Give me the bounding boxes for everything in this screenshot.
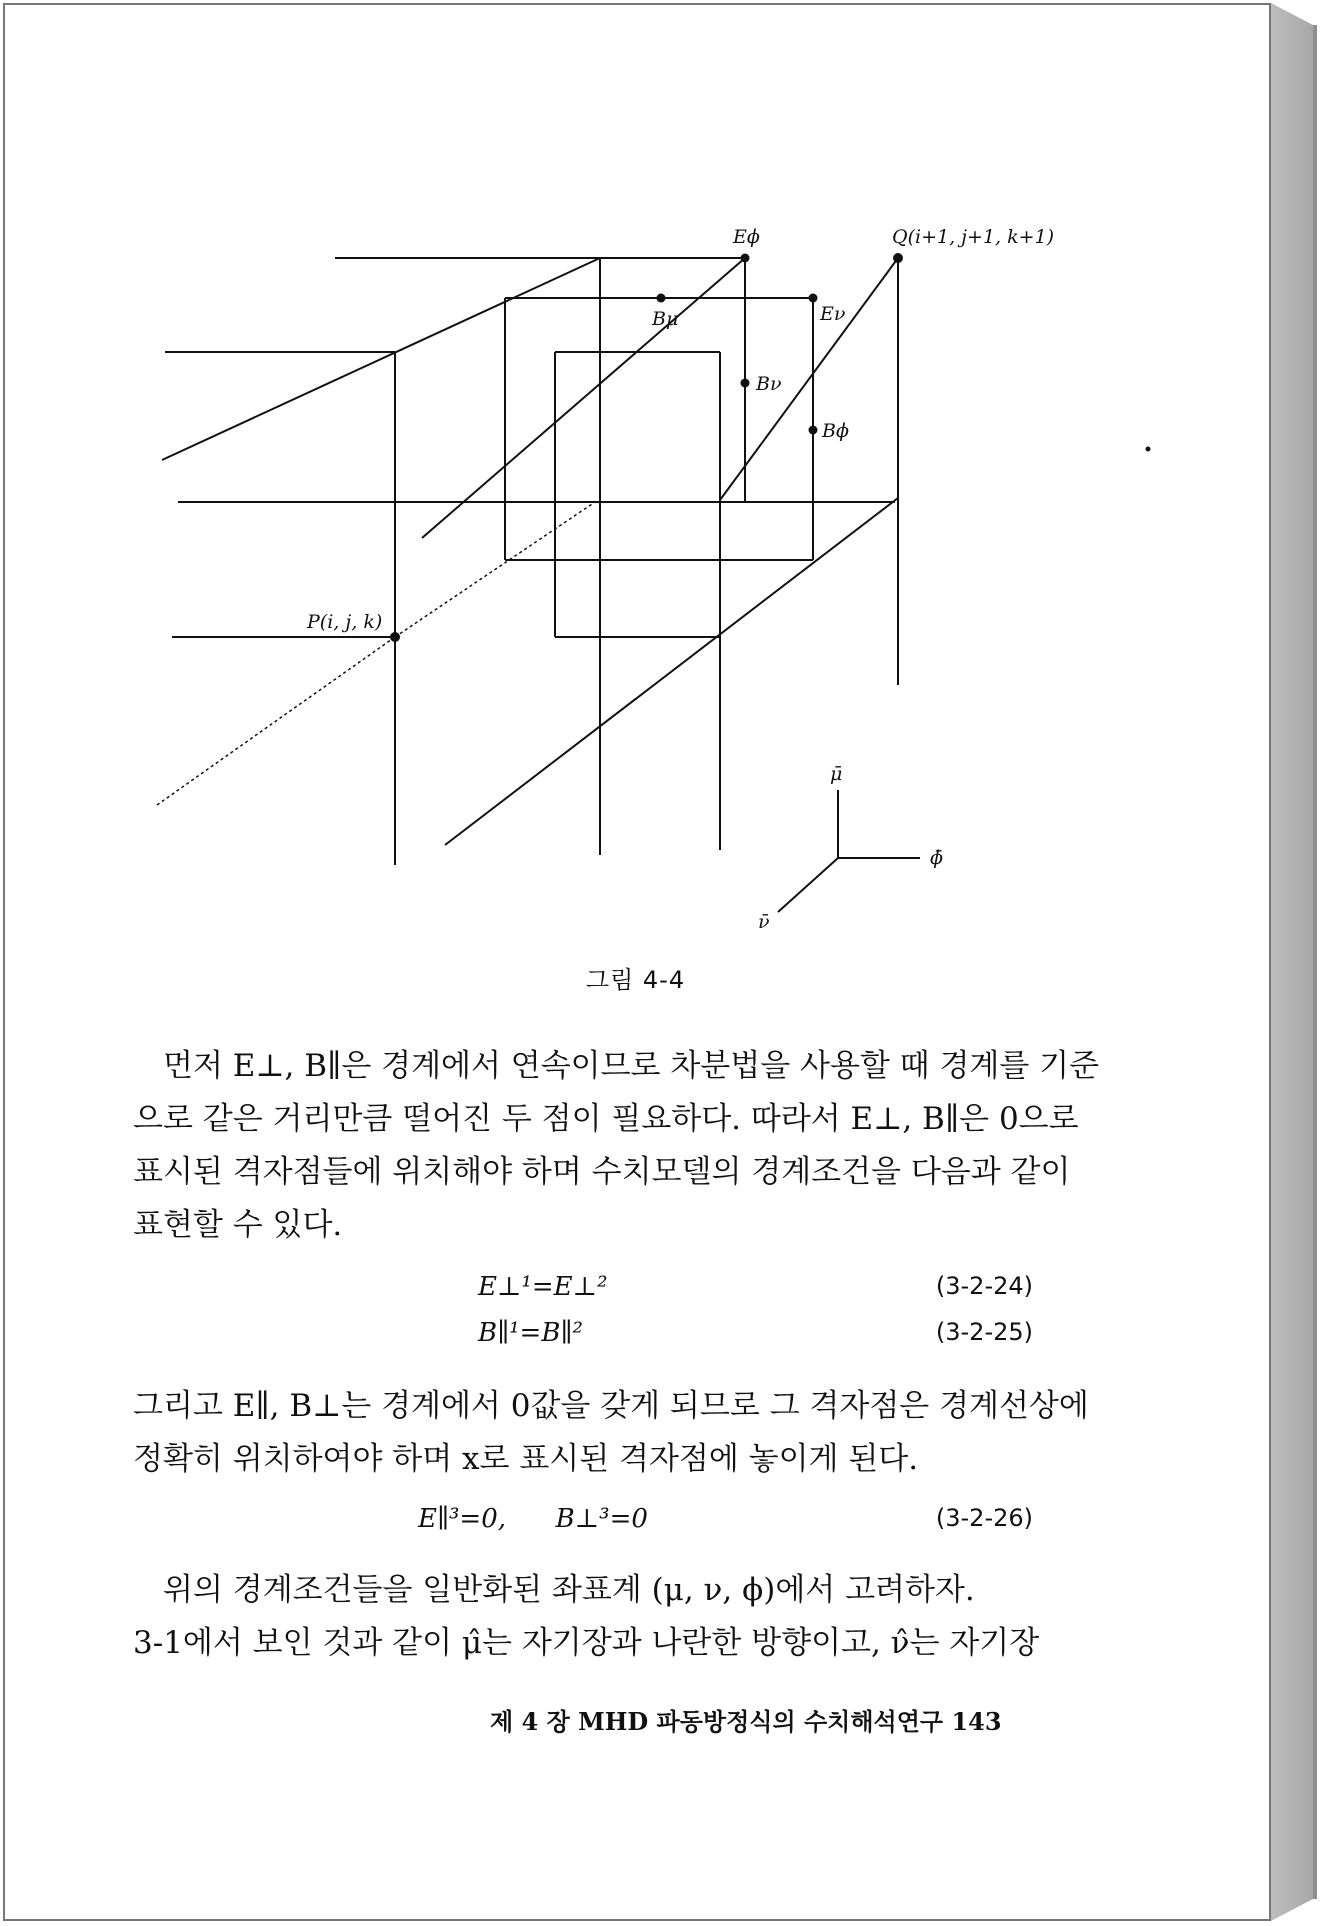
equation-lhs: E∥³=0, B⊥³=0 — [418, 1504, 648, 1534]
dashed-depth-line — [157, 502, 595, 805]
stray-dot — [1146, 447, 1151, 452]
equation-number: (3-2-25) — [935, 1318, 1033, 1346]
q-point-label: Q(i+1, j+1, k+1) — [892, 226, 1055, 248]
text-line: 그리고 E∥, B⊥는 경계에서 0값을 갖게 되므로 그 격자점은 경계선상에 — [133, 1388, 1089, 1424]
b-nu-label: Bν — [756, 373, 782, 395]
e-phi-label: Eϕ — [733, 226, 760, 248]
axis-mu-label: μ̄ — [830, 763, 843, 785]
text-line: 먼저 E⊥, B∥은 경계에서 연속이므로 차분법을 사용할 때 경계를 기준 — [163, 1048, 1100, 1084]
figure-caption: 그림 4-4 — [585, 966, 686, 994]
e-nu-label: Eν — [820, 303, 846, 325]
q-point-marker — [893, 253, 903, 263]
text-line: 위의 경계조건들을 일반화된 좌표계 (μ, ν, ϕ)에서 고려하자. — [163, 1572, 975, 1608]
paragraph-1 — [133, 1040, 1100, 1252]
equation-number: (3-2-26) — [935, 1504, 1033, 1532]
text-line: 표현할 수 있다. — [133, 1207, 343, 1243]
equation-number: (3-2-24) — [935, 1272, 1033, 1300]
equation-row — [133, 1318, 1063, 1358]
b-phi-marker — [809, 426, 818, 435]
paragraph-3 — [133, 1564, 1063, 1670]
b-mu-marker — [657, 294, 666, 303]
text-line: 3-1에서 보인 것과 같이 μ̂는 자기장과 나란한 방향이고, ν̂는 자기장 — [133, 1625, 1040, 1661]
equation-row — [133, 1504, 1063, 1544]
running-footer: 제 4 장 MHD 파동방정식의 수치해석연구 143 — [490, 1707, 1002, 1736]
p-point-marker — [390, 632, 400, 642]
b-nu-marker — [741, 379, 750, 388]
b-phi-label: Bϕ — [822, 420, 849, 442]
text-line: 표시된 격자점들에 위치해야 하며 수치모델의 경계조건을 다음과 같이 — [133, 1154, 1071, 1190]
text-line: 으로 같은 거리만큼 떨어진 두 점이 필요하다. 따라서 E⊥, B∥은 0으로 — [133, 1101, 1079, 1137]
equation-lhs: E⊥¹=E⊥² — [478, 1272, 608, 1302]
paragraph-2 — [133, 1380, 1089, 1486]
equation-lhs: B∥¹=B∥² — [478, 1318, 583, 1348]
axis-triad — [778, 790, 920, 912]
axis-nu-label: ν̄ — [758, 911, 770, 933]
grid-lines — [162, 258, 898, 865]
text-line: 정확히 위치하여야 하며 x로 표시된 격자점에 놓이게 된다. — [133, 1441, 919, 1477]
axis-phi-label: ϕ̄ — [930, 847, 943, 869]
equation-row — [133, 1272, 1063, 1312]
b-mu-label: Bμ — [652, 308, 679, 330]
p-point-label: P(i, j, k) — [307, 611, 383, 633]
e-nu-marker — [809, 294, 818, 303]
e-phi-marker — [741, 254, 750, 263]
